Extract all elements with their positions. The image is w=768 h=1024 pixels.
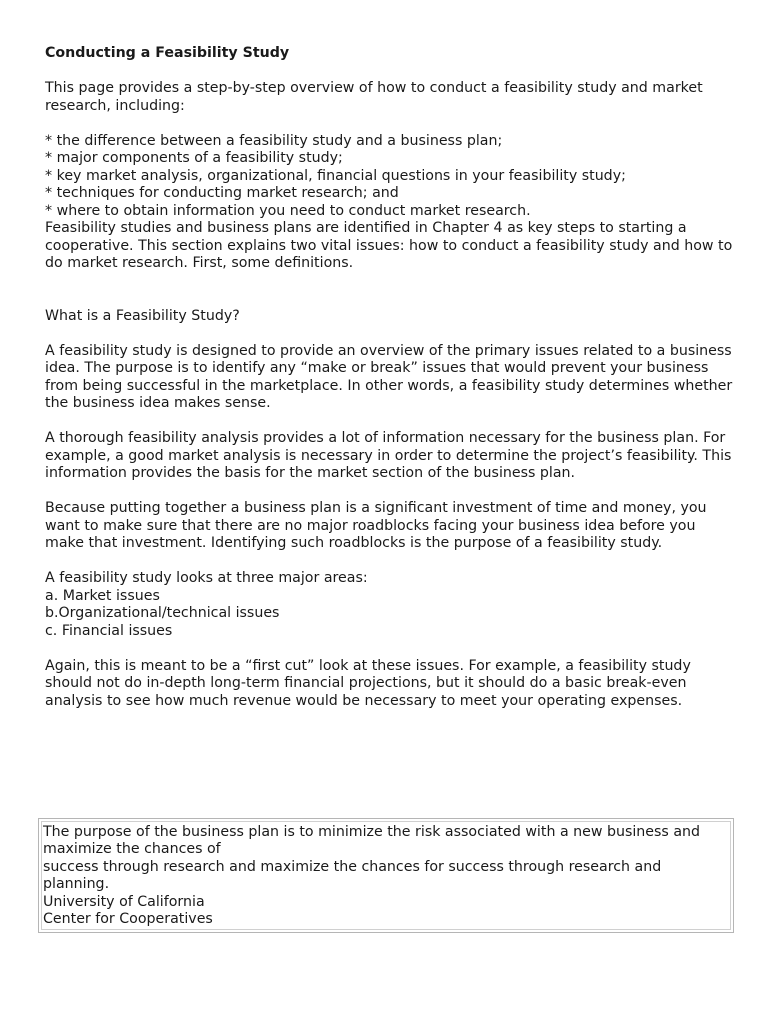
intro-paragraph: This page provides a step-by-step overview of how to conduct a feasibility study and market research, including:: [45, 80, 703, 114]
quote-line: The purpose of the business plan is to minimize the risk associated with a new business and maximize the chances of: [43, 824, 701, 858]
list-item: a. Market issues: [45, 587, 160, 604]
quote-box: [38, 818, 734, 933]
list-item: * techniques for conducting market research; and: [45, 185, 399, 201]
section-heading: What is a Feasibility Study?: [45, 307, 240, 324]
quote-source: Center for Cooperatives: [43, 911, 213, 928]
investment-paragraph: Because putting together a business plan is a significant investment of time and money, you want to make sure that there are no major roadblocks facing your business idea before you make that investment. Identifying such roadblocks is the purpose of a feasibility study.: [45, 500, 707, 551]
list-item: * major components of a feasibility study;: [45, 150, 343, 166]
document-body: [45, 44, 735, 710]
areas-intro: A feasibility study looks at three major areas:: [45, 570, 368, 586]
quote-source: University of California: [43, 893, 205, 910]
first-cut-paragraph: Again, this is meant to be a “first cut” look at these issues. For example, a feasibility study should not do in-depth long-term financial projections, but it should do a basic break-even analysis to see how much revenue would be necessary to meet your operating expenses.: [45, 657, 691, 709]
analysis-paragraph: A thorough feasibility analysis provides a lot of information necessary for the business plan. For example, a good market analysis is necessary in order to determine the project’s feasibility. This information provides the basis for the market section of the business plan.: [45, 430, 732, 481]
quote-content: [41, 821, 731, 930]
quote-line: success through research and maximize the chances for success through research and planning.: [43, 858, 662, 893]
areas-section: [45, 570, 735, 640]
list-item: * key market analysis, organizational, financial questions in your feasibility study;: [45, 167, 626, 184]
definition-paragraph: A feasibility study is designed to provide an overview of the primary issues related to a business idea. The purpose is to identify any “make or break” issues that would prevent your business from being successful in the marketplace. In other words, a feasibility study determines whether the business idea makes sense.: [45, 342, 733, 411]
list-item: * the difference between a feasibility study and a business plan;: [45, 132, 503, 149]
chapter4-paragraph: Feasibility studies and business plans are identified in Chapter 4 as key steps to starting a cooperative. This section explains two vital issues: how to conduct a feasibility study and how to do market research. First, some definitions.: [45, 220, 733, 271]
page-title: Conducting a Feasibility Study: [45, 45, 290, 61]
list-item: c. Financial issues: [45, 622, 173, 639]
list-item: b.Organizational/technical issues: [45, 605, 280, 621]
list-item: * where to obtain information you need to conduct market research.: [45, 202, 531, 219]
topics-list: [45, 133, 735, 221]
